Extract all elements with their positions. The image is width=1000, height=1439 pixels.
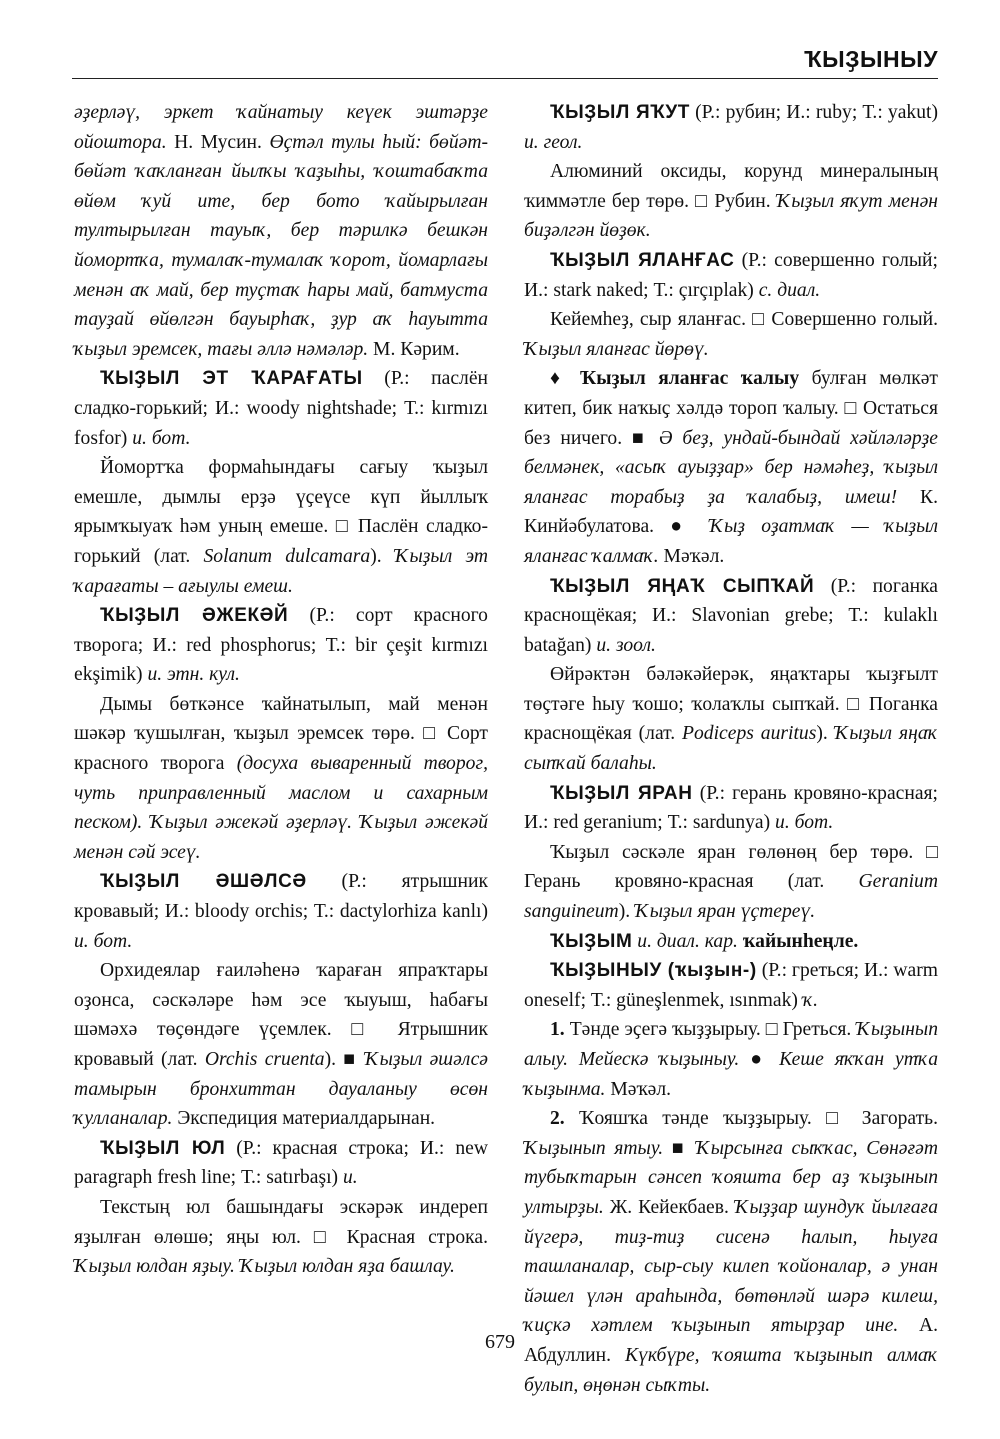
diamond-icon: ♦	[550, 368, 581, 390]
entry-heading: ҠЫҘЫЛ ЯРАН (Р.: герань кровяно-красная; И.: red geranium; Т.: sardunya) и. бот.	[524, 782, 938, 834]
page-header	[72, 44, 938, 79]
entry-heading: ҠЫҘЫНЫУ (ҡыҙын-) (Р.: греться; И.: warm oneself; Т.: güneşlenmek, ısınmak) ҡ.	[524, 960, 939, 1011]
entry-heading: ҠЫҘЫЛ ЯЛАНҒАС (Р.: совершенно голый; И.: stark naked; Т.: çırçıplak) с. диал.	[524, 249, 938, 301]
entry-text: Кейемһеҙ, сыр яланғас. □ Совершенно голый. Ҡыҙыл яланғас йөрөү.	[524, 309, 938, 360]
entry-heading: ҠЫҘЫМ и. диал. кар. ҡайынһеңле.	[550, 930, 859, 952]
entry-heading: ҠЫҘЫЛ ЮЛ (Р.: красная строка; И.: new paragraph fresh line; Т.: satırbaşı) и.	[74, 1137, 488, 1189]
headword: ҠЫҘЫЛ ЮЛ	[100, 1137, 226, 1159]
entry-text: Орхидеялар ғаиләһенә ҡараған япраҡтары оҙонса, сәскәләре һәм эсе ҡыуыш, һабағы шәмәхә төҫөндәге үҫемлек. □ Ятрышник кровавый (лат. Orchis cruenta). ■ Ҡыҙыл әшәлсә тамырын бронхиттан дауаланыу өсөн ҡулланалар. Экспедиция материалдарынан.	[74, 960, 488, 1130]
entry-heading: ҠЫҘЫЛ ЯҠУТ (Р.: рубин; И.: ruby; Т.: yakut) и. геол.	[524, 102, 938, 153]
sense-1: 1. Тәнде эҫегә ҡыҙҙырыу. □ Греться. Ҡыҙынып алыу. Мейескә ҡыҙыныу. ● Кеше яҡҡан утҡа ҡыҙынма. Мәҡәл.	[524, 1019, 938, 1100]
entry-heading: ҠЫҘЫЛ ЭТ ҠАРАҒАТЫ (Р.: паслён сладко-горький; И.: woody nightshade; Т.: kırmızı fosfor) и. бот.	[74, 368, 488, 449]
entry-heading: ҠЫҘЫЛ ЯҢАҠ СЫПҠАЙ (Р.: поганка краснощёкая; И.: Slavonian grebe; Т.: kulaklı batağan) и. зоол.	[524, 575, 938, 656]
cross-reference: ҡайынһеңле.	[742, 930, 859, 952]
right-column	[524, 98, 938, 1400]
entry-text: Алюминий оксиды, корунд минералының ҡиммәтле бер төрө. □ Рубин. Ҡыҙыл яҡут менән биҙәлгән йөҙөк.	[524, 161, 939, 242]
headword: ҠЫҘЫЛ ЭТ ҠАРАҒАТЫ	[100, 368, 363, 390]
headword: ҠЫҘЫЛ ӘЖЕКӘЙ	[100, 605, 289, 627]
page-number: 679	[485, 1331, 515, 1353]
entry-text: Ҡыҙыл сәскәле яран гөлөнөң бер төрө. □ Герань кровяно-красная (лат. Geranium sanguineum). Ҡыҙыл яран үҫтереү.	[524, 841, 938, 923]
headword: ҠЫҘЫЛ ЯҠУТ	[550, 102, 690, 123]
entry-text: Өйрәктән бәләкәйерәк, яңаҡтары ҡыҙғылт төҫтәге һыу ҡошо; ҡолаҡлы сыпҡай. □ Поганка краснощёкая (лат. Podiceps auritus). Ҡыҙыл яңаҡ сыпҡай балаһы.	[524, 664, 938, 775]
entry-text: Дымы бөткәнсе ҡайнатылып, май менән шәкәр ҡушылған, ҡыҙыл эремсек төрө. □ Сорт красного творога (досуха вываренный творог, чуть приправленный маслом и сахарным песком). Ҡыҙыл әжекәй әҙерләү. Ҡыҙыл әжекәй менән сәй эсеү.	[74, 693, 488, 863]
headword: ҠЫҘЫМ	[550, 930, 633, 952]
entry-text: Йомортҡа формаһындағы сағыу ҡыҙыл емешле, дымлы ерҙә үҫеүсе күп йыллыҡ ярымҡыуаҡ һәм уның емеше. □ Паслён сладко-горький (лат. Solanum dulcamara). Ҡыҙыл эт ҡарағаты – ағыулы емеш.	[74, 457, 488, 597]
idiom-text: ♦ Ҡыҙыл яланғас ҡалыу булған мөлкәт китеп, бик наҡыҫ хәлдә тороп ҡалыу. □ Остаться без ничего. ■ Ә беҙ, ундай-бындай хәйләләрҙе белмәнек, «асыҡ ауыҙҙар» бер нәмәһеҙ, ҡыҙыл яланғас торабыҙ ҙа ҡалабыҙ, имеш! К. Кинйәбулатова. ● Ҡыҙ оҙатмаҡ — ҡыҙыл яланғас ҡалмаҡ. Мәҡәл.	[524, 368, 938, 567]
entry-text: Текстың юл башындағы эскәрәк индереп яҙылған өлөшө; яңы юл. □ Красная строка. Ҡыҙыл юлдан яҙыу. Ҡыҙыл юлдан яҙа башлау.	[74, 1196, 488, 1278]
headword: ҠЫҘЫЛ ЯРАН	[550, 782, 693, 804]
left-column	[74, 98, 488, 1282]
running-head: ҠЫҘЫНЫУ	[804, 46, 938, 72]
headword: ҠЫҘЫЛ ЯЛАНҒАС	[550, 249, 735, 271]
entry-heading: ҠЫҘЫЛ ӘЖЕКӘЙ (Р.: сорт красного творога; И.: red phosphorus; Т.: bir çeşit kırmızı ekşimik) и. этн. кул.	[74, 605, 488, 686]
headword: ҠЫҘЫЛ ӘШӘЛСӘ	[100, 871, 307, 893]
entry-heading: ҠЫҘЫЛ ӘШӘЛСӘ (Р.: ятрышник кровавый; И.: bloody orchis; Т.: dactylorhiza kanlı) и. бот.	[74, 871, 488, 952]
sense-2: 2. Ҡояшҡа тәнде ҡыҙҙырыу. □ Загорать. Ҡыҙынып ятыу. ■ Ҡырсынға сыҡҡас, Сөнәғәт тубыҡтарын сәнсеп ҡояшта бер аҙ ҡыҙынып ултырҙы. Ж. Кейекбаев. Ҡыҙҙар шундуҡ йылғаға йүгерә, тиҙ-тиҙ сисенә һалып, һыуға ташланалар, сыр-сыу килеп ҡойоналар, ә унан йәшел үлән араһында, бөтөнләй шәрә килеш, ҡиҫкә хәтлем ҡыҙынып ятырҙар ине. А. Абдуллин. Күкбүре, ҡояшта ҡыҙынып алмаҡ булып, өңөнән сыҡты.	[524, 1108, 938, 1396]
entry-text: әҙерләү, эркет ҡайнатыу кеүек эштәрҙе ойоштора. Н. Мусин. Өҫтәл тулы һый: бөйәт-бөйәт ҡаҡланған йылҡы ҡаҙыһы, ҡоштабаҡта өйөм ҡуй ите, бер бото ҡайырылған тултырылған тауыҡ, бер тәрилкә бешкән йомортҡа, тумалаҡ-тумалаҡ ҡорот, йомарлағы менән аҡ май, бер туҫтаҡ һары май, батмуста тауҙай өйөлгән бауырһаҡ, ҙур аҡ һауытта ҡыҙыл эремсек, тағы әллә нәмәләр. М. Кәрим.	[74, 102, 488, 360]
headword: ҠЫҘЫНЫУ (ҡыҙын-)	[550, 960, 757, 982]
headword: ҠЫҘЫЛ ЯҢАҠ СЫПҠАЙ	[550, 575, 815, 597]
